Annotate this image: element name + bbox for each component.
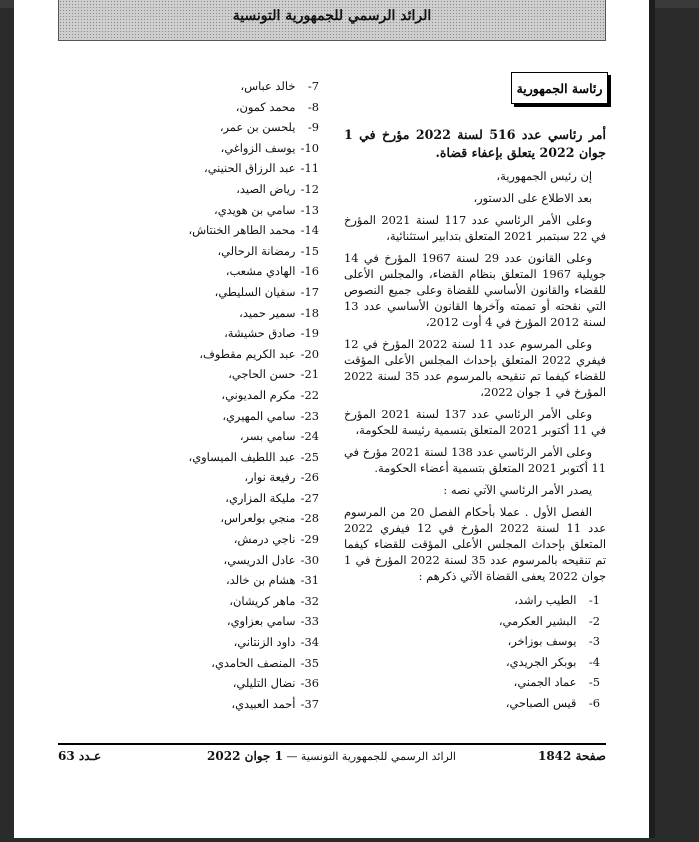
- list-item: 7- خالد عباس،: [240, 79, 319, 93]
- list-item: 35- المنصف الحامدي،: [211, 655, 319, 670]
- list-item: 29- ناجي درمش،: [233, 532, 319, 547]
- decree-paragraph: الفصل الأول . عملا بأحكام الفصل 20 من المرسوم عدد 11 لسنة 2022 المؤرخ في 12 فيفري 2022 المتعلق بإحداث المجلس الأعلى المؤقت للقضاء كيفما تم تنقيحه بالمرسوم عدد 35 لسنة 2022 المؤرخ في 1 جوان 2022 يعفى القضاة الآتي ذكرهم :: [344, 505, 607, 583]
- list-item: 12- رياض الصيد،: [236, 181, 319, 196]
- list-item: 1- الطيب راشد،: [514, 593, 600, 607]
- list-item: 33- سامي بعزاوي،: [226, 614, 319, 629]
- footer-rule: [58, 743, 606, 745]
- list-item: 36- نضال التليلي،: [232, 676, 319, 691]
- decree-paragraph: وعلى الأمر الرئاسي عدد 117 لسنة 2021 المؤرخ في 22 سبتمبر 2021 المتعلق بتدابير استثنائية،: [344, 213, 606, 243]
- page-footer: [58, 749, 606, 767]
- section-title: رئاسة الجمهورية: [511, 72, 608, 104]
- list-item: 4- بوبكر الجريدي،: [505, 654, 600, 669]
- footer-journal: الرائد الرسمي للجمهورية التونسية — 1 جوان 2022: [207, 749, 456, 763]
- list-item: 24- سامي بسر،: [239, 429, 319, 444]
- decree-paragraph: يصدر الأمر الرئاسي الآتي نصه :: [443, 483, 592, 497]
- list-item: 5- عماد الجمني،: [513, 675, 600, 689]
- judges-column-left: [184, 76, 319, 714]
- list-item: 34- داود الزنتاني،: [233, 635, 319, 650]
- list-item: 21- حسن الحاجي،: [228, 367, 319, 382]
- list-item: 3- يوسف بوزاخر،: [507, 634, 600, 648]
- decree-paragraph: وعلى القانون عدد 29 لسنة 1967 المؤرخ في 14 جويلية 1967 المتعلق بنظام القضاء، والمجلس الأعلى للقضاء والقانون الأساسي للقضاة وعلى جميع النصوص التي نقحته أو تممته وآخرها القانون الأساسي عدد 13 لسنة 2012 المؤرخ في 4 أوت 2012،: [344, 251, 606, 329]
- decree-column: [344, 126, 606, 713]
- page-edge-shadow: [649, 0, 655, 838]
- list-item: 9- يلحسن بن عمر،: [219, 120, 319, 135]
- document-page: [14, 0, 649, 838]
- list-item: 30- عادل الدريسي،: [223, 552, 319, 567]
- judges-list-right: [344, 590, 606, 713]
- list-item: 28- منجي بولعراس،: [220, 511, 319, 526]
- list-item: 27- مليكة المزاري،: [225, 490, 319, 505]
- list-item: 25- عبد اللطيف الميساوي،: [188, 449, 319, 464]
- issue-number: عـدد 63: [58, 749, 102, 763]
- decree-paragraph: وعلى الأمر الرئاسي عدد 138 لسنة 2021 مؤرخ في 11 أكتوبر 2021 المتعلق بتسمية أعضاء الحكومة.: [344, 445, 606, 475]
- list-item: 32- ماهر كريشان،: [229, 593, 319, 608]
- list-item: 20- عبد الكريم مقطوف،: [199, 346, 319, 361]
- decree-title: أمر رئاسي عدد 516 لسنة 2022 مؤرخ في 1 جوان 2022 يتعلق بإعفاء قضاة.: [344, 127, 606, 160]
- list-item: 14- محمد الطاهر الخنتاش،: [188, 223, 319, 238]
- list-item: 10- يوسف الزواغي،: [220, 140, 319, 155]
- journal-header-band: [58, 0, 606, 41]
- decree-paragraph: إن رئيس الجمهورية،: [496, 169, 592, 183]
- list-item: 22- مكرم المديوني،: [221, 387, 319, 402]
- list-item: 18- سمير حميد،: [239, 305, 319, 320]
- list-item: 31- هشام بن خالد،: [225, 573, 319, 588]
- list-item: 6- قيس الصباحي،: [505, 695, 600, 710]
- list-item: 37- أحمد العبيدي،: [231, 696, 319, 711]
- decree-paragraph: وعلى المرسوم عدد 11 لسنة 2022 المؤرخ في 12 فيفري 2022 المتعلق بإحداث المجلس الأعلى المؤقت للقضاء كيفما تم تنقيحه بالمرسوم عدد 35 لسنة 2022 المؤرخ في 1 جوان 2022،: [344, 337, 606, 399]
- list-item: 11- عبد الرزاق الحنيني،: [204, 161, 319, 176]
- list-item: 8- محمد كمون،: [235, 99, 319, 114]
- list-item: 16- الهادي مشعب،: [225, 264, 319, 279]
- list-item: 19- صادق حشيشة،: [224, 326, 319, 341]
- list-item: 15- رمضانة الرحالي،: [217, 243, 319, 258]
- decree-paragraph: وعلى الأمر الرئاسي عدد 137 لسنة 2021 المؤرخ في 11 أكتوبر 2021 المتعلق بتسمية رئيسة للحكومة،: [344, 407, 606, 437]
- decree-paragraph: بعد الاطلاع على الدستور،: [473, 191, 592, 205]
- list-item: 23- سامي المهيري،: [222, 408, 319, 423]
- list-item: 13- سامي بن هويدي،: [214, 202, 319, 217]
- page-number: صفحة 1842: [537, 749, 606, 763]
- list-item: 2- البشير العكرمي،: [498, 613, 600, 628]
- footer-date: 1 جوان 2022: [207, 749, 283, 763]
- list-item: 26- رفيعة نوار،: [244, 470, 319, 485]
- journal-header-title: الرائد الرسمي للجمهورية التونسية: [232, 8, 432, 24]
- judges-list-left: [184, 76, 319, 714]
- list-item: 17- سفيان السليطي،: [214, 284, 319, 299]
